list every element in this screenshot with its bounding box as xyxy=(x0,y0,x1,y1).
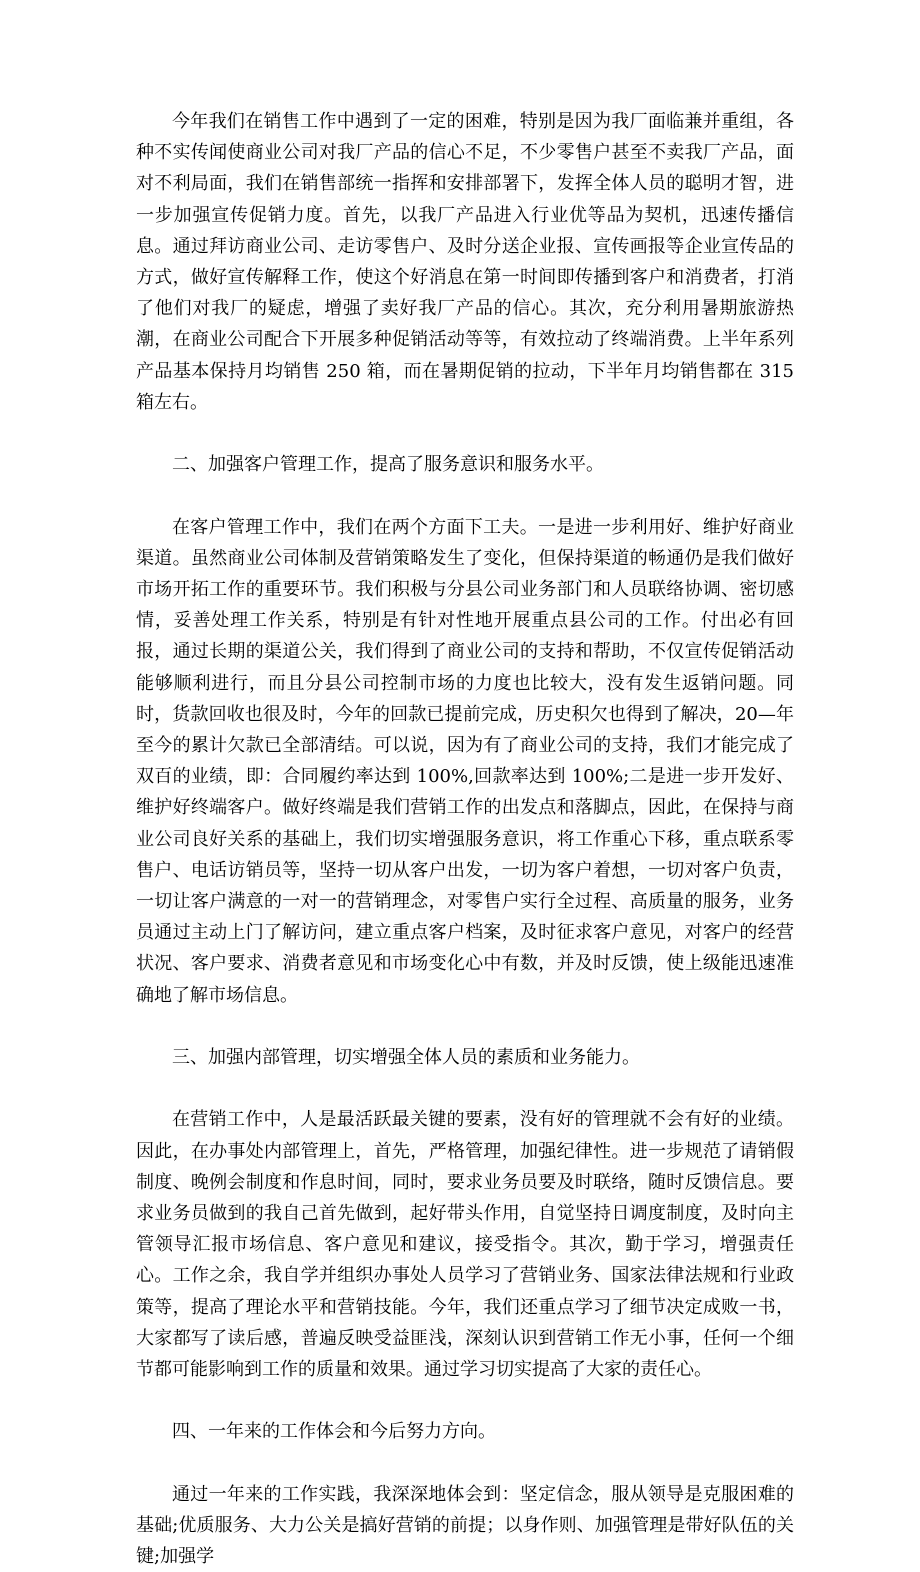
heading-experience-direction: 四、一年来的工作体会和今后努力方向。 xyxy=(172,1421,496,1443)
paragraph-spacer xyxy=(136,418,794,449)
paragraph-experience: 通过一年来的工作实践，我深深地体会到：坚定信念，服从领导是克服困难的基础;优质服务、大力公关是搞好营销的前提；以身作则、加强管理是带好队伍的关键;加强学 xyxy=(136,1483,794,1568)
heading-customer-management: 二、加强客户管理工作，提高了服务意识和服务水平。 xyxy=(172,454,604,476)
paragraph-sales-promotion: 今年我们在销售工作中遇到了一定的困难，特别是因为我厂面临兼并重组，各种不实传闻使商业公司对我厂产品的信心不足，不少零售户甚至不卖我厂产品，面对不利局面，我们在销售部统一指挥和安排部署下，发挥全体人员的聪明才智，进一步加强宣传促销力度。首先，以我厂产品进入行业优等品为契机，迅速传播信息。通过拜访商业公司、走访零售户、及时分送企业报、宣传画报等企业宣传品的方式，做好宣传解释工作，使这个好消息在第一时间即传播到客户和消费者，打消了他们对我厂的疑虑，增强了卖好我厂产品的信心。其次，充分利用暑期旅游热潮，在商业公司配合下开展多种促销活动等等，有效拉动了终端消费。上半年系列产品基本保持月均销售 250 箱，而在暑期促销的拉动，下半年月均销售都在 315 箱左右。 xyxy=(136,111,800,413)
heading-internal-management: 三、加强内部管理，切实增强全体人员的素质和业务能力。 xyxy=(172,1047,640,1069)
paragraph-spacer xyxy=(136,1385,794,1416)
paragraph-spacer xyxy=(136,480,794,511)
paragraph-spacer xyxy=(136,1073,794,1104)
paragraph-spacer xyxy=(136,1448,794,1479)
paragraph-spacer xyxy=(136,1011,794,1042)
paragraph-internal-management: 在营销工作中，人是最活跃最关键的要素，没有好的管理就不会有好的业绩。因此，在办事处内部管理上，首先，严格管理，加强纪律性。进一步规范了请销假制度、晚例会制度和作息时间，同时，要求业务员要及时联络，随时反馈信息。要求业务员做到的我自己首先做到，起好带头作用，自觉坚持日调度制度，及时向主管领导汇报市场信息、客户意见和建议，接受指令。其次，勤于学习，增强责任心。工作之余，我自学并组织办事处人员学习了营销业务、国家法律法规和行业政策等，提高了理论水平和营销技能。今年，我们还重点学习了细节决定成败一书，大家都写了读后感，普遍反映受益匪浅，深刻认识到营销工作无小事，任何一个细节都可能影响到工作的质量和效果。通过学习切实提高了大家的责任心。 xyxy=(136,1109,794,1381)
document-body xyxy=(136,106,800,1572)
paragraph-customer-management: 在客户管理工作中，我们在两个方面下工夫。一是进一步利用好、维护好商业渠道。虽然商业公司体制及营销策略发生了变化，但保持渠道的畅通仍是我们做好市场开拓工作的重要环节。我们积极与分县公司业务部门和人员联络协调、密切感情，妥善处理工作关系，特别是有针对性地开展重点县公司的工作。付出必有回报，通过长期的渠道公关，我们得到了商业公司的支持和帮助，不仅宣传促销活动能够顺利进行，而且分县公司控制市场的力度也比较大，没有发生返销问题。同时，货款回收也很及时，今年的回款已提前完成，历史积欠也得到了解决，20—年至今的累计欠款已全部清结。可以说，因为有了商业公司的支持，我们才能完成了双百的业绩，即：合同履约率达到 100%,回款率达到 100%;二是进一步开发好、维护好终端客户。做好终端是我们营销工作的出发点和落脚点，因此，在保持与商业公司良好关系的基础上，我们切实增强服务意识，将工作重心下移，重点联系零售户、电话访销员等，坚持一切从客户出发，一切为客户着想，一切对客户负责，一切让客户满意的一对一的营销理念，对零售户实行全过程、高质量的服务，业务员通过主动上门了解访问，建立重点客户档案，及时征求客户意见，对客户的经营状况、客户要求、消费者意见和市场变化心中有数，并及时反馈，使上级能迅速准确地了解市场信息。 xyxy=(136,516,794,1006)
